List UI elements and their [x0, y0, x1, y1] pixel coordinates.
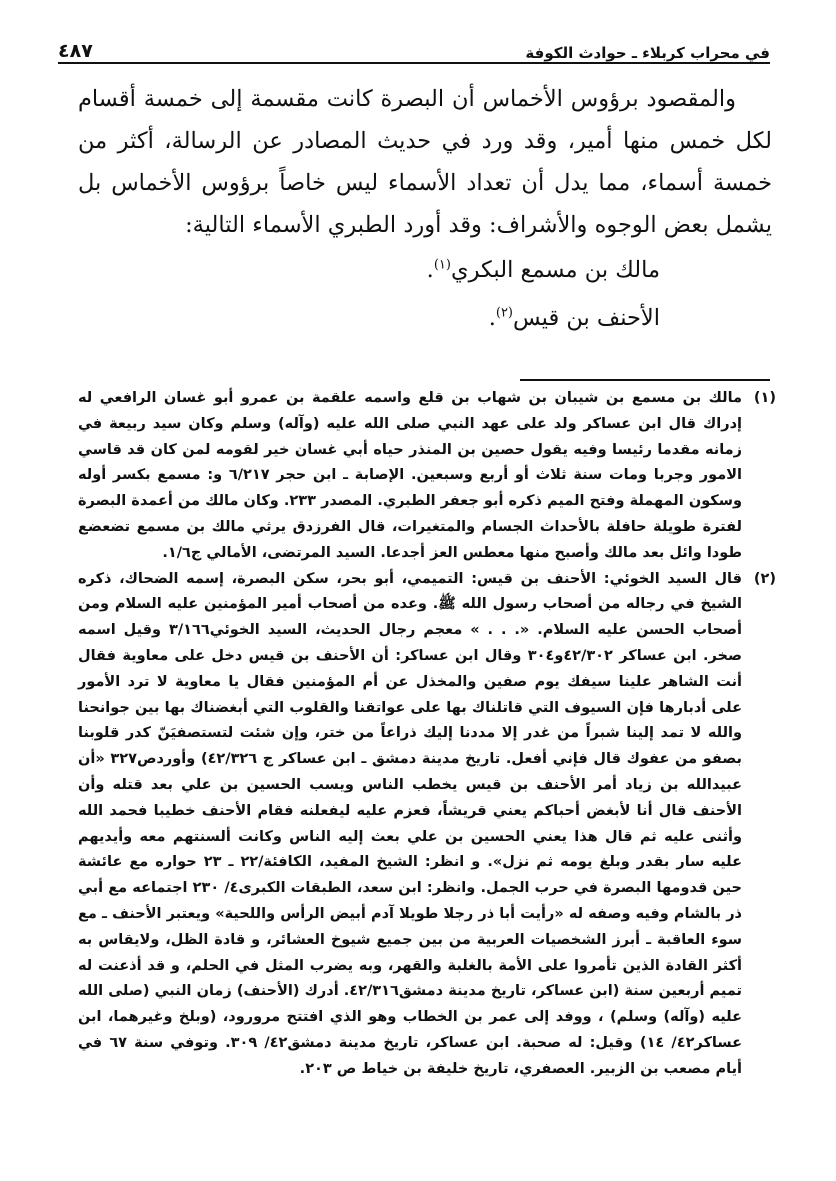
- name-entry-malik: [78, 246, 772, 294]
- footnote-1: [78, 386, 776, 567]
- body-paragraph: والمقصود برؤوس الأخماس أن البصرة كانت مقسمة إلى خمسة أقسام لكل خمس منها أمير، وقد ورد في حديث المصادر عن الرسالة، أكثر من خمسة أسماء، مما يدل أن تعداد الأسماء ليس خاصاً برؤوس الأخماس بل يشمل بعض الوجوه والأشراف: وقد أورد الطبري الأسماء التالية:: [78, 86, 772, 238]
- running-header: [58, 32, 770, 62]
- name-entry-ahnaf: [78, 294, 772, 342]
- footnote-separator: [520, 379, 770, 381]
- footnote-2: [78, 567, 776, 1083]
- name-text: مالك بن مسمع البكري: [450, 257, 660, 283]
- footnote-ref-2[interactable]: (٢): [495, 305, 513, 321]
- footnote-text: مالك بن مسمع بن شيبان بن شهاب بن قلع واسمه علقمة بن عمرو أبو غسان الرافعي له إدراك قال ابن عساكر ولد على عهد النبي صلى الله عليه (وآله) وسلم وكان سيد ربيعة في زمانه مقدما رئيسا وفيه يقول حصين بن المنذر حياه أبي غسان خير لقومه لمن كان قد قاسي الامور وجربا ومات سنة ثلاث أو أربع وسبعين. الإصابة ـ ابن حجر ٦/٢١٧ و: مسمع بكسر أوله وسكون المهملة وفتح الميم ذكره أبو جعفر الطبري. المصدر ٢٣٣. وكان مالك من أعمدة البصرة لفترة طويلة حافلة بالأحداث الجسام والمتغيرات، قال الفرزدق يرثي مالك بن مسمع تضعضع طودا وائل بعد مالك وأصبح منها معطس العز أجدعا. السيد المرتضى، الأمالي ج١/٦.: [78, 390, 742, 561]
- footnotes: [78, 386, 776, 1083]
- header-rule: [58, 62, 770, 64]
- main-text: [78, 78, 772, 342]
- footnote-ref-1[interactable]: (١): [433, 257, 451, 273]
- footnote-text: قال السيد الخوئي: الأحنف بن قيس: التميمي، أبو بحر، سكن البصرة، إسمه الضحاك، ذكره الشيخ في رجاله من أصحاب رسول الله ﷺ. وعده من أصحاب أمير المؤمنين عليه السلام ومن أصحاب الحسن عليه السلام. «. . . » معجم رجال الحديث، السيد الخوئي٣/١٦٦ وقيل اسمه صخر. ابن عساكر ٤٢/٣٠٢و٣٠٤ وقال ابن عساكر: أن الأحنف بن قيس دخل على معاوية فقال أنت الشاهر علينا سيفك يوم صفين والمخذل عن أم المؤمنين فقال يا معاوية لا ترد الأمور على أدبارها فإن السيوف التي قاتلناك بها على عواتقنا والقلوب التي أبغضناك بها بين جوانحنا والله لا تمد إلينا شبراً من غدر إلا مددنا إليك ذراعاً من ختر، وإن شئت لتستصفيَنّ كدر قلوبنا بصفو من عفوك قال فإني أفعل. تاريخ مدينة دمشق ـ ابن عساكر ج ٤٢/٣٢٦) وأوردص٣٢٧ «أن عبيدالله بن زياد أمر الأحنف بن قيس يخطب الناس ويسب الحسين بن علي بعد قتله وأن الأحنف قال أنا لأبغض أحباكم يعني قريشاً، فعزم عليه ليفعلنه فقام الأحنف خطيبا فحمد الله وأثنى عليه ثم قال هذا يعني الحسين بن علي بعث إليه الناس وكانت ألسنتهم معه وأيديهم عليه سار بقدر وبلغ يومه ثم نزل». و انظر: الشيخ المفيد، الكافئة/٢٢ ـ ٢٣ حواره مع عائشة حين قدومها البصرة في حرب الجمل. وانظر: ابن سعد، الطبقات الكبرى٤/ ٢٣٠ اجتماعه مع أبي ذر بالشام وفيه وصفه له «رأيت أبا ذر رجلا طويلا آدم أبيض الرأس واللحية» ويعتبر الأحنف ـ مع سوء العاقبة ـ أبرز الشخصيات العربية من بين جميع شيوخ العشائر، و قادة الظل، ولايقاس به أكثر القادة الذين تأمروا على الأمة بالغلبة والقهر، وبه يضرب المثل في الحلم، و قد أذعنت له تميم أربعين سنة (ابن عساكر، تاريخ مدينة دمشق٤٢/٣١٦. أدرك (الأحنف) زمان النبي (صلى الله عليه (وآله) وسلم) ، ووفد إلى عمر بن الخطاب وهو الذي افتتح مرورود، (وبلخ وغيرهما، ابن عساكر٤٢/ ١٤) وقيل: له صحبة. ابن عساكر، تاريخ مدينة دمشق٤٢/ ٣٠٩. وتوفي سنة ٦٧ في أيام مصعب بن الزبير. العصفري، تاريخ خليفة بن خياط ص ٢٠٣.: [78, 570, 743, 1077]
- footnote-number: (٢): [753, 570, 776, 587]
- footnote-number: (١): [753, 390, 776, 406]
- name-end: .: [488, 305, 496, 331]
- page-number: ٤٨٧: [58, 40, 93, 62]
- name-end: .: [426, 257, 434, 283]
- running-header-title: في محراب كربلاء ـ حوادث الكوفة: [525, 44, 770, 62]
- name-text: الأحنف بن قيس: [513, 305, 660, 331]
